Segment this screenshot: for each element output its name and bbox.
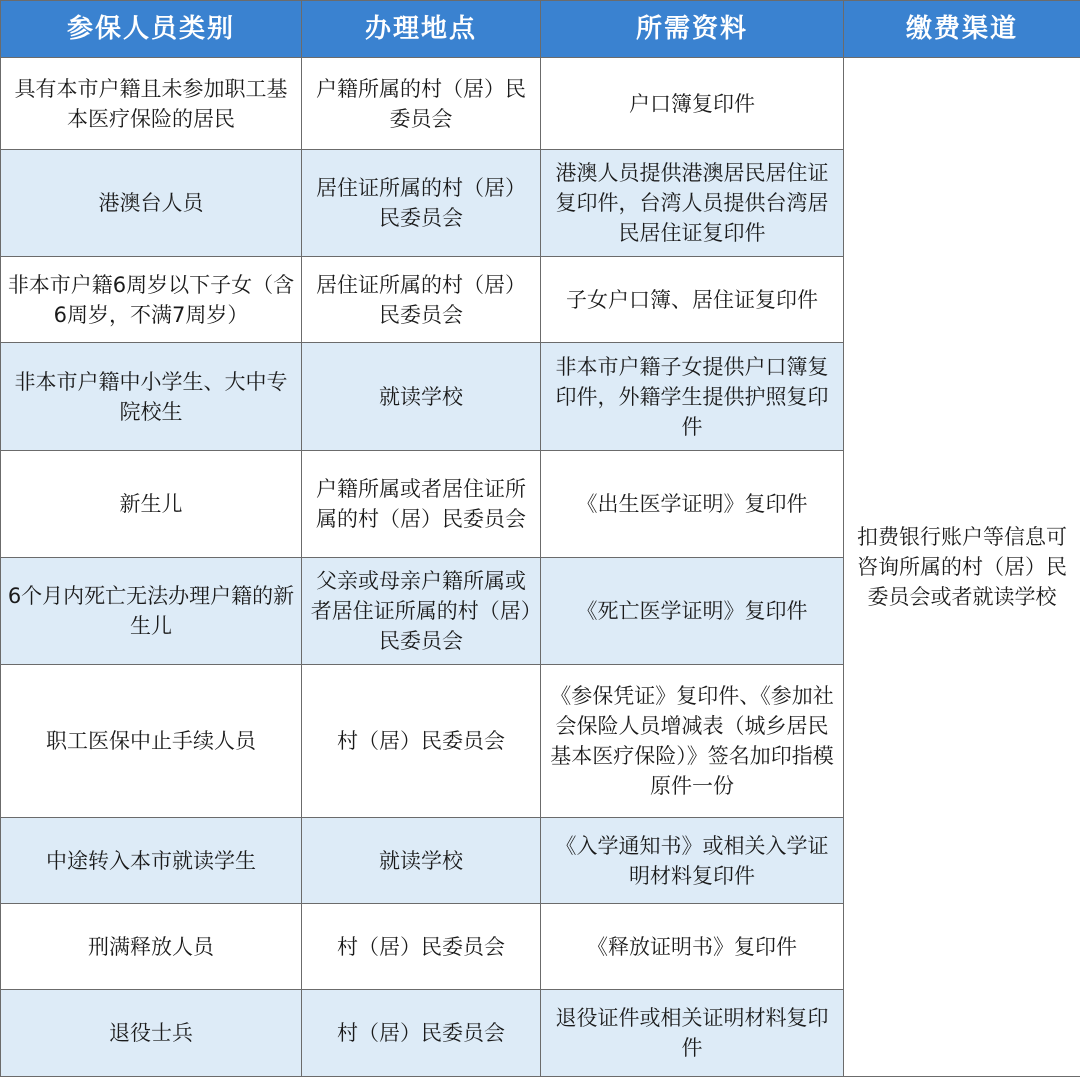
header-payment: 缴费渠道 bbox=[844, 1, 1080, 58]
location-cell: 就读学校 bbox=[302, 818, 541, 904]
payment-channel-cell: 扣费银行账户等信息可咨询所属的村（居）民委员会或者就读学校 bbox=[844, 58, 1080, 1077]
header-location: 办理地点 bbox=[302, 1, 541, 58]
location-cell: 父亲或母亲户籍所属或者居住证所属的村（居）民委员会 bbox=[302, 558, 541, 665]
category-cell: 新生儿 bbox=[1, 451, 302, 558]
category-cell: 6个月内死亡无法办理户籍的新生儿 bbox=[1, 558, 302, 665]
category-cell: 非本市户籍6周岁以下子女（含6周岁，不满7周岁） bbox=[1, 257, 302, 343]
location-cell: 户籍所属的村（居）民委员会 bbox=[302, 58, 541, 150]
category-cell: 非本市户籍中小学生、大中专院校生 bbox=[1, 343, 302, 451]
materials-cell: 港澳人员提供港澳居民居住证复印件，台湾人员提供台湾居民居住证复印件 bbox=[541, 150, 844, 257]
header-materials: 所需资料 bbox=[541, 1, 844, 58]
category-cell: 刑满释放人员 bbox=[1, 904, 302, 990]
materials-cell: 子女户口簿、居住证复印件 bbox=[541, 257, 844, 343]
materials-cell: 《参保凭证》复印件、《参加社会保险人员增减表（城乡居民基本医疗保险）》签名加印指模原件一份 bbox=[541, 665, 844, 818]
category-cell: 退役士兵 bbox=[1, 990, 302, 1077]
table-row bbox=[1, 58, 1080, 150]
materials-cell: 非本市户籍子女提供户口簿复印件，外籍学生提供护照复印件 bbox=[541, 343, 844, 451]
location-cell: 居住证所属的村（居）民委员会 bbox=[302, 257, 541, 343]
materials-cell: 《入学通知书》或相关入学证明材料复印件 bbox=[541, 818, 844, 904]
materials-cell: 《死亡医学证明》复印件 bbox=[541, 558, 844, 665]
materials-cell: 《出生医学证明》复印件 bbox=[541, 451, 844, 558]
materials-cell: 户口簿复印件 bbox=[541, 58, 844, 150]
category-cell: 职工医保中止手续人员 bbox=[1, 665, 302, 818]
category-cell: 港澳台人员 bbox=[1, 150, 302, 257]
category-cell: 中途转入本市就读学生 bbox=[1, 818, 302, 904]
location-cell: 就读学校 bbox=[302, 343, 541, 451]
header-category: 参保人员类别 bbox=[1, 1, 302, 58]
location-cell: 村（居）民委员会 bbox=[302, 990, 541, 1077]
materials-cell: 退役证件或相关证明材料复印件 bbox=[541, 990, 844, 1077]
location-cell: 居住证所属的村（居）民委员会 bbox=[302, 150, 541, 257]
location-cell: 户籍所属或者居住证所属的村（居）民委员会 bbox=[302, 451, 541, 558]
table-header-row bbox=[1, 1, 1080, 58]
location-cell: 村（居）民委员会 bbox=[302, 904, 541, 990]
category-cell: 具有本市户籍且未参加职工基本医疗保险的居民 bbox=[1, 58, 302, 150]
materials-cell: 《释放证明书》复印件 bbox=[541, 904, 844, 990]
location-cell: 村（居）民委员会 bbox=[302, 665, 541, 818]
